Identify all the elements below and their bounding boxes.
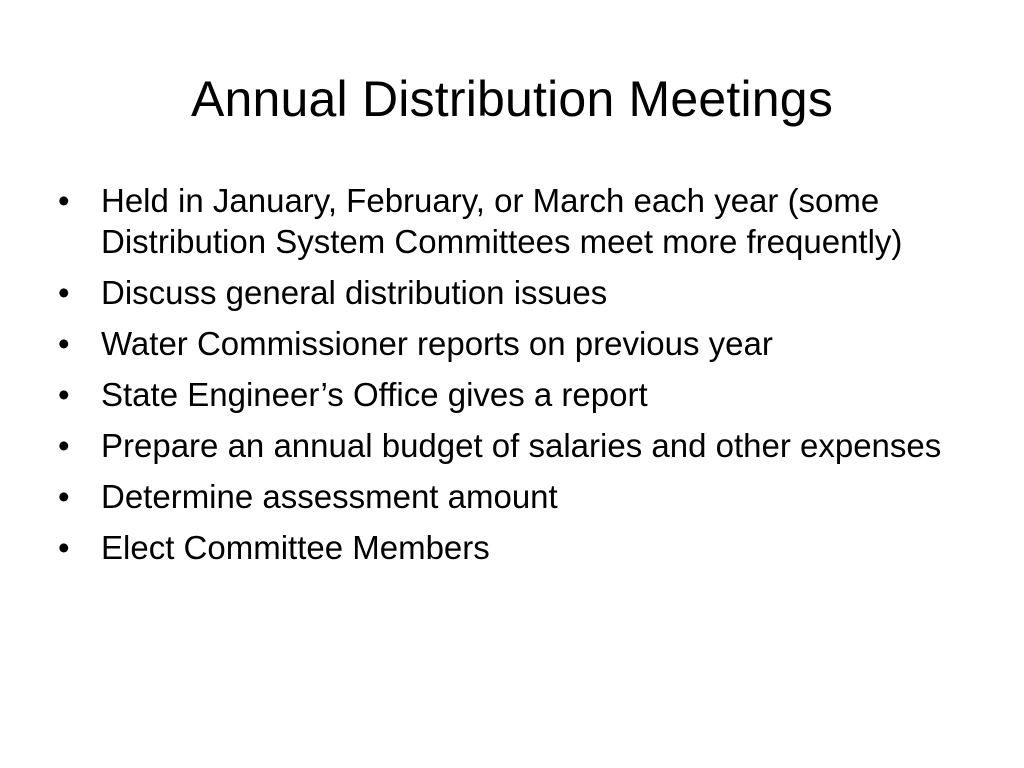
bullet-text: State Engineer’s Office gives a report bbox=[101, 376, 648, 413]
bullet-text: Discuss general distribution issues bbox=[101, 274, 608, 311]
bullet-icon: • bbox=[58, 478, 70, 515]
bullet-item bbox=[58, 180, 958, 262]
bullet-text: Prepare an annual budget of salaries and other expenses bbox=[101, 427, 942, 464]
bullet-text: Determine assessment amount bbox=[101, 478, 558, 515]
bullet-text: Held in January, February, or March each year (some Distribution System Committees meet more frequently) bbox=[101, 182, 903, 260]
bullet-item bbox=[58, 476, 958, 517]
bullet-item bbox=[58, 527, 958, 568]
bullet-list bbox=[58, 180, 958, 578]
bullet-text: Elect Committee Members bbox=[101, 529, 490, 566]
bullet-item bbox=[58, 323, 958, 364]
bullet-icon: • bbox=[58, 325, 70, 362]
bullet-icon: • bbox=[58, 376, 70, 413]
bullet-icon: • bbox=[58, 182, 70, 219]
bullet-icon: • bbox=[58, 427, 70, 464]
bullet-icon: • bbox=[58, 274, 70, 311]
bullet-item bbox=[58, 272, 958, 313]
bullet-item bbox=[58, 374, 958, 415]
bullet-item bbox=[58, 425, 958, 466]
bullet-text: Water Commissioner reports on previous year bbox=[101, 325, 773, 362]
bullet-icon: • bbox=[58, 529, 70, 566]
slide-title: Annual Distribution Meetings bbox=[190, 71, 834, 127]
